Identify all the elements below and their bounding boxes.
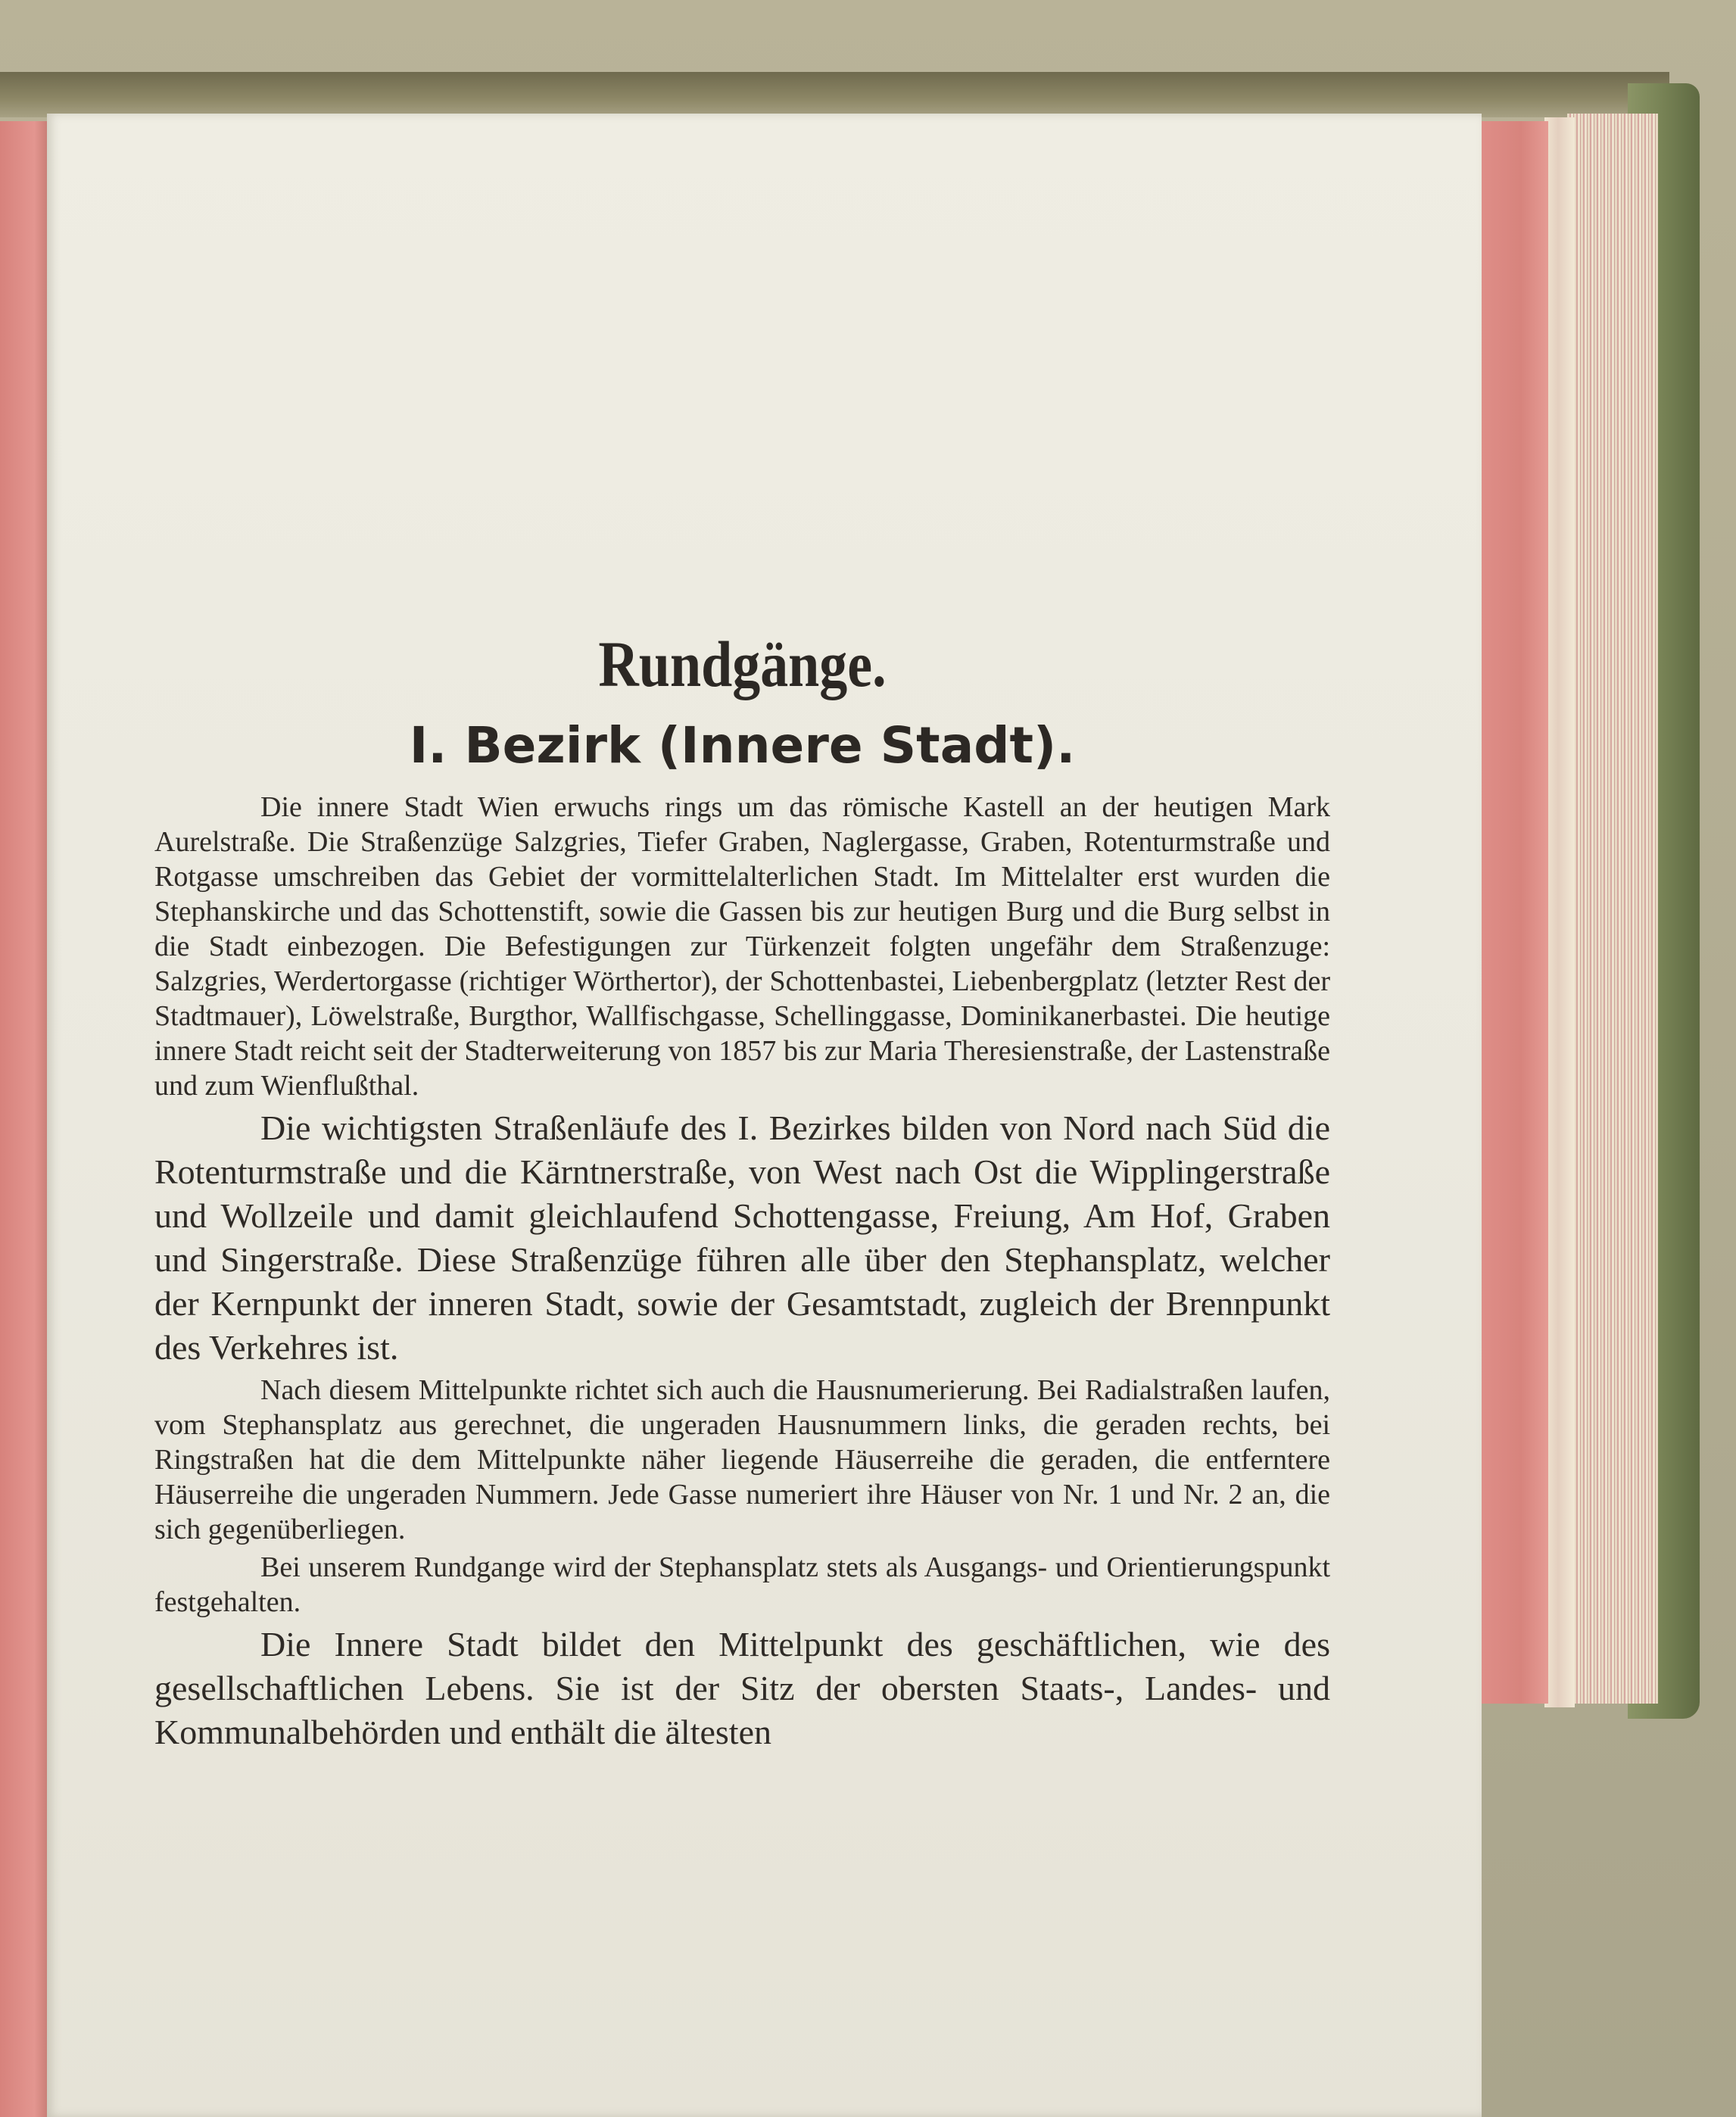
- book-cover-top: [0, 72, 1669, 117]
- red-page-edge-right: [1480, 121, 1548, 1704]
- page-edges: [1567, 114, 1658, 1704]
- chapter-title: Rundgänge.: [598, 628, 887, 700]
- page-content: [154, 628, 1330, 1754]
- book-page: [47, 114, 1482, 2117]
- red-page-edge-left: [0, 121, 49, 2117]
- paragraph-4: Bei unserem Rundgange wird der Stephansplatz stets als Ausgangs- und Orientierungspunkt festgehalten.: [154, 1551, 1330, 1619]
- page-edge-stack: [1544, 117, 1575, 1707]
- section-title: I. Bezirk (Innere Stadt).: [409, 716, 1076, 775]
- paragraph-5: Die Innere Stadt bildet den Mittelpunkt des geschäftlichen, wie des gesellschaftlichen Lebens. Sie ist der Sitz der obersten Staats-, Landes- und Kommunalbehörden und enthält die ältesten: [154, 1625, 1330, 1752]
- paragraph-1: Die innere Stadt Wien erwuchs rings um das römische Kastell an der heutigen Mark Aurelstraße. Die Straßenzüge Salzgries, Tiefer Graben, Naglergasse, Graben, Rotenturmstraße und Rotgasse umschreiben das Gebiet der vormittelalterlichen Stadt. Im Mittelalter erst wurden die Stephanskirche und das Schottenstift, sowie die Gassen bis zur heutigen Burg und die Burg selbst in die Stadt einbezogen. Die Befestigungen zur Türkenzeit folgten ungefähr dem Straßenzuge: Salzgries, Werdertorgasse (richtiger Wörthertor), der Schottenbastei, Liebenbergplatz (letzter Rest der Stadtmauer), Löwelstraße, Burgthor, Wallfischgasse, Schellinggasse, Dominikanerbastei. Die heutige innere Stadt reicht seit der Stadterweiterung von 1857 bis zur Maria Theresienstraße, der Lastenstraße und zum Wienflußthal.: [154, 791, 1330, 1102]
- paragraph-3: Nach diesem Mittelpunkte richtet sich auch die Hausnumerierung. Bei Radialstraßen laufen, vom Stephansplatz aus gerechnet, die ungeraden Hausnummern links, die geraden rechts, bei Ringstraßen hat die dem Mittelpunkte näher liegende Häuserreihe die geraden, die entferntere Häuserreihe die ungeraden Nummern. Jede Gasse numeriert ihre Häuser von Nr. 1 und Nr. 2 an, die sich gegenüberliegen.: [154, 1374, 1330, 1546]
- paragraph-2: Die wichtigsten Straßenläufe des I. Bezirkes bilden von Nord nach Süd die Rotenturmstraße und die Kärntnerstraße, von West nach Ost die Wipplingerstraße und Wollzeile und damit gleichlaufend Schottengasse, Freiung, Am Hof, Graben und Singerstraße. Diese Straßenzüge führen alle über den Stephansplatz, welcher der Kernpunkt der inneren Stadt, sowie der Gesamtstadt, zugleich der Brennpunkt des Verkehres ist.: [154, 1108, 1330, 1367]
